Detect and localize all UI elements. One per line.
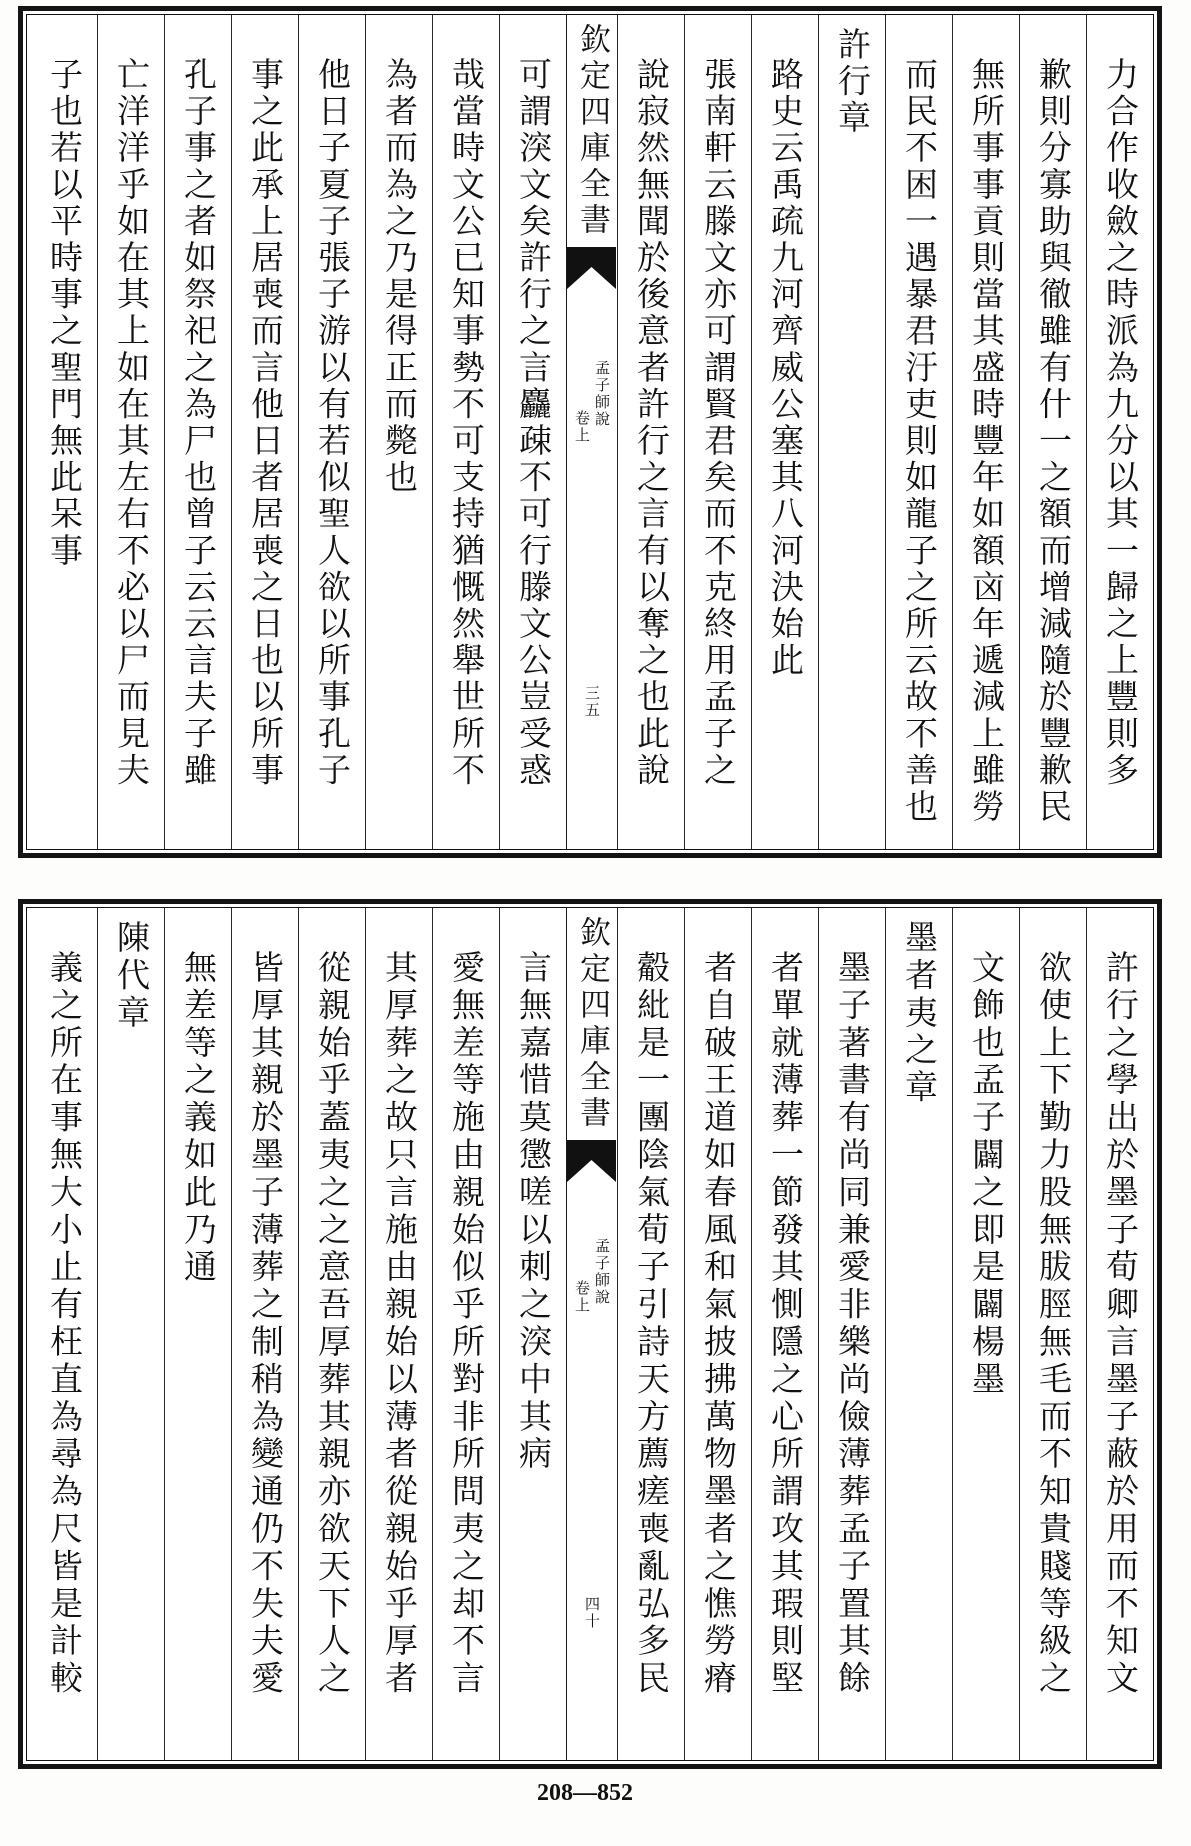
text-column: 言無嘉惜莫懲嗟以刺之湥中其病 [499, 908, 566, 1760]
bottom-page [18, 899, 1162, 1769]
text-column: 路史云禹疏九河齊威公塞其八河決始此 [751, 15, 818, 849]
text-column: 事之此承上居喪而言他日者居喪之日也以所事 [231, 15, 298, 849]
text-column: 義之所在事無大小止有枉直為尋為尺皆是計較 [45, 950, 84, 1698]
text-column: 無差等之義如此乃通 [164, 908, 231, 1760]
volume-label: 卷上 [573, 1280, 591, 1314]
text-column: 說寂然無聞於後意者許行之言有以奪之也此說 [617, 15, 684, 849]
fishtail-mark [567, 1140, 616, 1182]
chapter-heading: 許行章 [818, 15, 885, 849]
text-column: 者單就薄葬一節發其惻隱之心所謂攻其瑕則堅 [751, 908, 818, 1760]
folio-number: 四十 [583, 1596, 601, 1630]
fishtail-mark [567, 247, 616, 289]
text-column: 文飾也孟子闢之即是闢楊墨 [952, 908, 1019, 1760]
text-column: 子也若以平時事之聖門無此呆事 [45, 57, 84, 570]
text-column: 孔子事之者如祭祀之為尸也曾子云云言夫子雖 [164, 15, 231, 849]
text-column: 而民不困一遇暴君汙吏則如龍子之所云故不善也 [885, 15, 952, 849]
page-frame [26, 14, 1154, 850]
text-column: 愛無差等施由親始似乎所對非所問夷之却不言 [432, 908, 499, 1760]
text-column: 許行之學出於墨子荀卿言墨子蔽於用而不知文 [1086, 908, 1153, 1760]
text-column: 其厚葬之故只言施由親始以薄者從親始乎厚者 [365, 908, 432, 1760]
text-column: 力合作收斂之時派為九分以其一歸之上豐則多 [1086, 15, 1153, 849]
text-column: 哉當時文公已知事勢不可支持猶慨然舉世所不 [432, 15, 499, 849]
page-label: 208—852 [537, 1780, 633, 1806]
text-column: 亡洋洋乎如在其上如在其左右不必以尸而見夫 [97, 15, 164, 849]
text-column: 他日子夏子張子游以有若似聖人欲以所事孔子 [298, 15, 365, 849]
text-column: 皆厚其親於墨子薄葬之制稍為變通仍不失夫愛 [231, 908, 298, 1760]
chapter-heading: 墨者夷之章 [885, 908, 952, 1760]
center-fold [566, 15, 617, 849]
text-column: 無所事事貢則當其盛時豐年如額㐫年遞減上雖勞 [952, 15, 1019, 849]
chapter-heading: 陳代章 [97, 908, 164, 1760]
volume-label: 卷上 [573, 410, 591, 444]
text-column: 可謂湥文矣許行之言麤疎不可行滕文公豈受惑 [499, 15, 566, 849]
text-column: 欲使上下勤力股無胈脛無毛而不知貴賤等級之 [1019, 908, 1086, 1760]
text-column: 觳紕是一團陰氣荀子引詩天方薦瘥喪亂弘多民 [617, 908, 684, 1760]
text-column: 為者而為之乃是得正而斃也 [365, 15, 432, 849]
collection-title: 欽定四庫全書 [574, 23, 610, 239]
page-frame [26, 907, 1154, 1761]
collection-title: 欽定四庫全書 [574, 916, 610, 1132]
text-column: 張南軒云滕文亦可謂賢君矣而不克終用孟子之 [684, 15, 751, 849]
text-column: 墨子著書有尚同兼愛非樂尚儉薄葬孟子置其餘 [818, 908, 885, 1760]
top-page [18, 6, 1162, 858]
book-title: 孟子師說 [593, 1238, 611, 1306]
text-column: 歉則分寡助與徹雖有什一之額而增減隨於豐歉民 [1019, 15, 1086, 849]
center-fold [566, 908, 617, 1760]
folio-number: 三五 [583, 685, 601, 719]
text-column: 者自破王道如春風和氣披拂萬物墨者之憔勞瘠 [684, 908, 751, 1760]
text-column: 從親始乎蓋夷之之意吾厚葬其親亦欲天下人之 [298, 908, 365, 1760]
book-title: 孟子師說 [593, 360, 611, 428]
